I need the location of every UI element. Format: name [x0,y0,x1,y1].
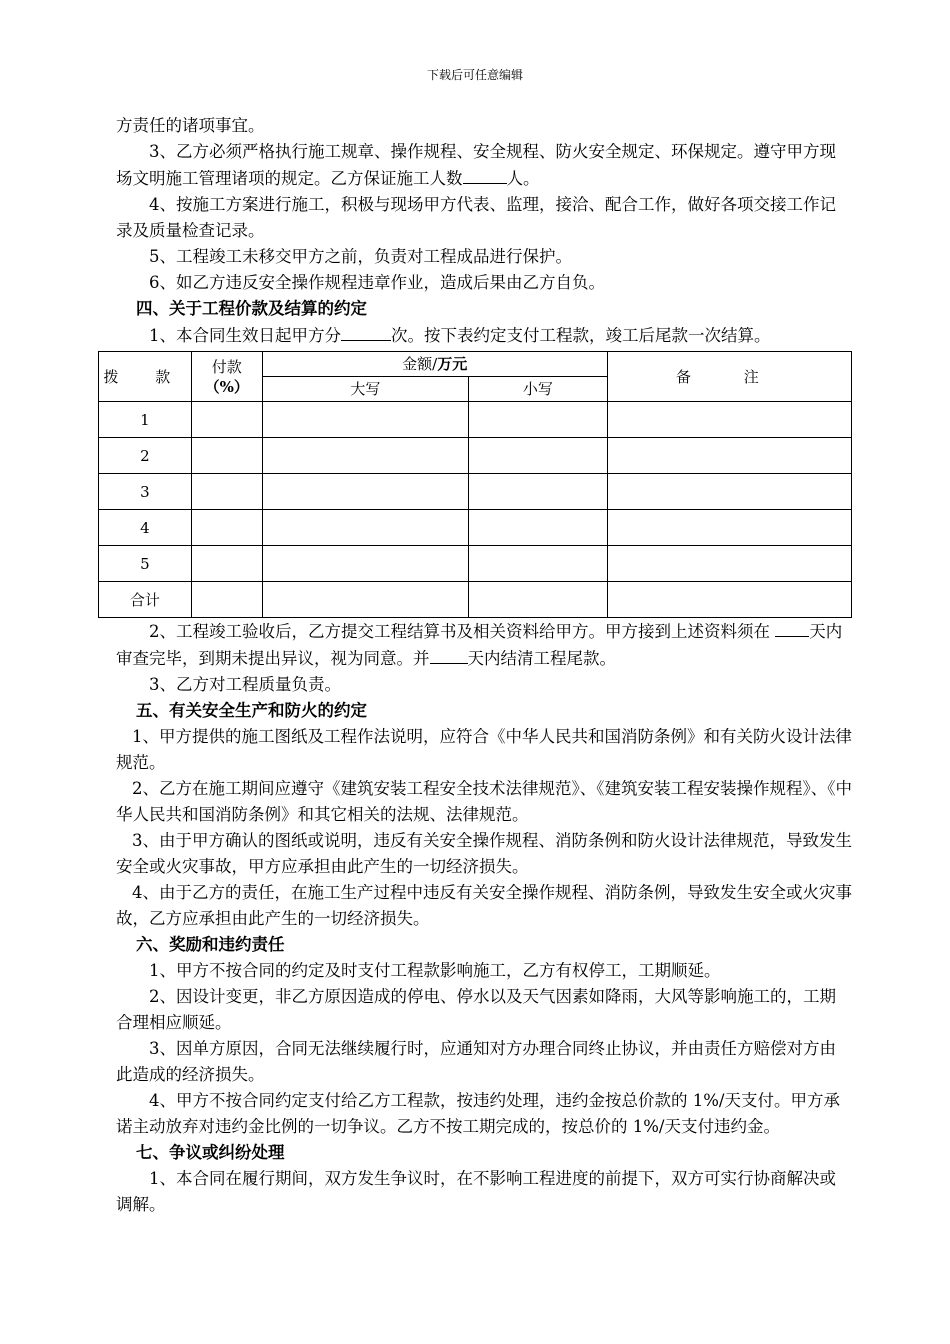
header-cell: 小写 [469,377,608,402]
table-row [99,546,852,582]
row-label: 4 [99,510,192,546]
table-row [99,582,852,618]
paragraph: 方责任的诸项事宜。 [116,116,265,135]
row-label: 2 [99,438,192,474]
paragraph: 4、按施工方案进行施工，积极与现场甲方代表、监理，接洽、配合工作，做好各项交接工作记录及质量检查记录。 [116,195,836,240]
section-heading: 七、争议或纠纷处理 [136,1143,285,1162]
paragraph: 3、由于甲方确认的图纸或说明，违反有关安全操作规程、消防条例和防火设计法律规范，导致发生安全或火灾事故，甲方应承担由此产生的一切经济损失。 [116,831,852,876]
paragraph: 1、甲方提供的施工图纸及工程作法说明，应符合《中华人民共和国消防条例》和有关防火设计法律规范。 [116,727,852,772]
row-label: 3 [99,474,192,510]
paragraph: 1、本合同生效日起甲方分 次。按下表约定支付工程款，竣工后尾款一次结算。 [116,322,852,349]
paragraph: 3、因单方原因，合同无法继续履行时，应通知对方办理合同终止协议，并由责任方赔偿对方由此造成的经济损失。 [116,1039,836,1084]
header-cell: 拨 款 [99,352,192,402]
blank-field [775,618,809,637]
blank-field [430,645,468,664]
paragraph: 2、乙方在施工期间应遵守《建筑安装工程安全技术法律规范》、《建筑安装工程安装操作规程》、《中华人民共和国消防条例》和其它相关的法规、法律规范。 [116,779,852,824]
paragraph: 2、工程竣工验收后，乙方提交工程结算书及相关资料给甲方。甲方接到上述资料须在 天内审查完毕，到期未提出异议，视为同意。并 天内结清工程尾款。 [116,618,852,672]
row-label: 5 [99,546,192,582]
paragraph: 4、由于乙方的责任，在施工生产过程中违反有关安全操作规程、消防条例，导致发生安全或火灾事故，乙方应承担由此产生的一切经济损失。 [116,883,852,928]
document-body [103,113,852,1218]
row-label: 合计 [99,582,192,618]
paragraph: 1、甲方不按合同的约定及时支付工程款影响施工，乙方有权停工，工期顺延。 [149,961,721,980]
page-header: 下载后可任意编辑 [426,68,523,82]
paragraph: 6、如乙方违反安全操作规程违章作业，造成后果由乙方自负。 [149,273,605,292]
payment-table [98,351,852,618]
paragraph: 4、甲方不按合同约定支付给乙方工程款，按违约处理，违约金按总价款的 1%/天支付。甲方承诺主动放弃对违约金比例的一切争议。乙方不按工期完成的，按总价的 1%/天支付违约金。 [116,1091,840,1136]
row-label: 1 [99,402,192,438]
header-cell: 付款 （%） [191,352,262,402]
paragraph: 3、乙方对工程质量负责。 [149,675,341,694]
table-row [99,510,852,546]
header-cell: 金额/万元 [262,352,607,377]
table-row [99,474,852,510]
paragraph: 1、本合同在履行期间，双方发生争议时，在不影响工程进度的前提下，双方可实行协商解决或调解。 [116,1169,836,1214]
paragraph: 2、因设计变更，非乙方原因造成的停电、停水以及天气因素如降雨，大风等影响施工的，工期合理相应顺延。 [116,987,836,1032]
table-row [99,402,852,438]
paragraph: 5、工程竣工未移交甲方之前，负责对工程成品进行保护。 [149,247,572,266]
paragraph: 3、乙方必须严格执行施工规章、操作规程、安全规程、防火安全规定、环保规定。遵守甲方现场文明施工管理诸项的规定。乙方保证施工人数 人。 [116,142,836,188]
header-cell: 备 注 [607,352,851,402]
header-cell: 大写 [262,377,468,402]
blank-field [341,322,391,341]
section-heading: 五、有关安全生产和防火的约定 [136,701,367,720]
table-row [99,438,852,474]
blank-field [463,165,507,184]
section-heading: 四、关于工程价款及结算的约定 [136,299,367,318]
section-heading: 六、奖励和违约责任 [136,935,285,954]
